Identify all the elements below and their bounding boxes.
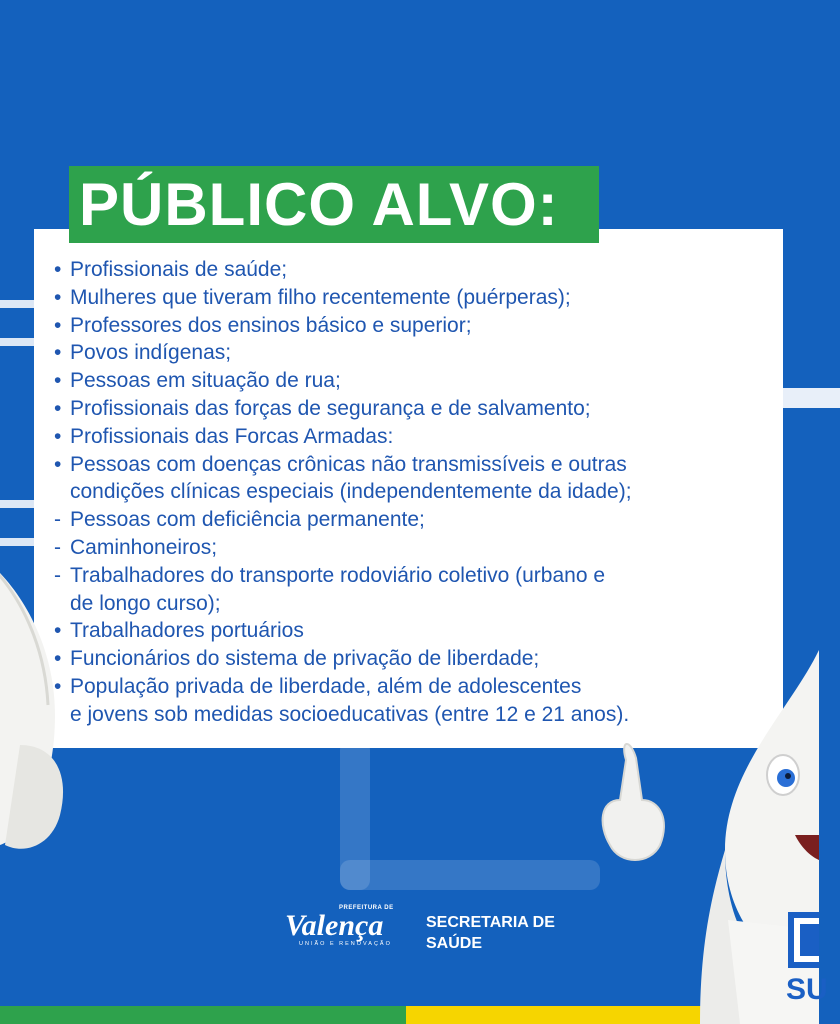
list-marker: • bbox=[54, 619, 62, 643]
sus-cross-icon bbox=[780, 910, 819, 970]
secretaria-line-2: SAÚDE bbox=[426, 935, 483, 952]
list-item bbox=[54, 478, 774, 506]
list-item-text: Pessoas com deficiência permanente; bbox=[70, 508, 425, 532]
list-item bbox=[54, 395, 774, 423]
secretaria-line-1: SECRETARIA DE bbox=[426, 914, 555, 931]
list-marker: • bbox=[54, 647, 62, 671]
list-item-text: Profissionais das Forcas Armadas: bbox=[70, 424, 394, 448]
list-item-text: condições clínicas especiais (independentemente da idade); bbox=[70, 480, 632, 504]
title-banner bbox=[69, 166, 599, 243]
sus-label: SU bbox=[786, 973, 828, 1006]
list-item bbox=[54, 256, 774, 284]
list-marker: - bbox=[54, 563, 61, 587]
list-item bbox=[54, 367, 774, 395]
list-item bbox=[54, 562, 774, 590]
list-item bbox=[54, 451, 774, 479]
list-item-text: Povos indígenas; bbox=[70, 341, 232, 365]
list-marker: - bbox=[54, 535, 61, 559]
list-item-text: Mulheres que tiveram filho recentemente (puérperas); bbox=[70, 285, 571, 309]
list-marker: • bbox=[54, 313, 62, 337]
list-item-text: Profissionais das forças de segurança e de salvamento; bbox=[70, 396, 591, 420]
list-item-text: Trabalhadores portuários bbox=[70, 619, 304, 643]
list-item-text: Profissionais de saúde; bbox=[70, 258, 288, 281]
list-item-text: Funcionários do sistema de privação de liberdade; bbox=[70, 647, 540, 671]
list-item-text: Pessoas com doenças crônicas não transmissíveis e outras bbox=[70, 452, 627, 476]
logo-top-text: PREFEITURA DE bbox=[339, 905, 394, 911]
list-item bbox=[54, 506, 774, 534]
list-item-text: de longo curso); bbox=[70, 591, 221, 615]
list-item-text: e jovens sob medidas socioeducativas (entre 12 e 21 anos). bbox=[70, 702, 630, 726]
list-marker: • bbox=[54, 341, 62, 365]
sus-logo bbox=[780, 910, 828, 1010]
secretaria-label bbox=[426, 912, 555, 954]
logo-name: Valença bbox=[285, 909, 384, 942]
list-item bbox=[54, 590, 774, 618]
page-title: PÚBLICO ALVO: bbox=[79, 171, 559, 238]
list-marker: • bbox=[54, 258, 62, 281]
list-item bbox=[54, 339, 774, 367]
list-item-text: População privada de liberdade, além de adolescentes bbox=[70, 674, 582, 698]
list-marker: • bbox=[54, 396, 62, 420]
list-marker: • bbox=[54, 369, 62, 393]
list-item-text: Trabalhadores do transporte rodoviário coletivo (urbano e bbox=[70, 563, 606, 587]
list-item-text: Caminhoneiros; bbox=[70, 535, 218, 559]
list-item bbox=[54, 284, 774, 312]
list-marker: • bbox=[54, 452, 62, 476]
list-item bbox=[54, 534, 774, 562]
list-marker: • bbox=[54, 285, 62, 309]
list-item bbox=[54, 312, 774, 340]
prefeitura-logo bbox=[285, 905, 394, 947]
list-marker: • bbox=[54, 674, 62, 698]
list-marker: • bbox=[54, 424, 62, 448]
list-marker: - bbox=[54, 508, 61, 532]
list-item bbox=[54, 423, 774, 451]
logo-tagline: UNIÃO E RENOVAÇÃO bbox=[299, 941, 392, 947]
list-item-text: Professores dos ensinos básico e superior; bbox=[70, 313, 472, 337]
background-decor-line bbox=[780, 388, 840, 408]
ze-gotinha-mascot-left-icon bbox=[0, 545, 70, 1024]
list-item bbox=[54, 617, 774, 645]
background-decor-line bbox=[340, 860, 600, 890]
list-item-text: Pessoas em situação de rua; bbox=[70, 369, 341, 393]
